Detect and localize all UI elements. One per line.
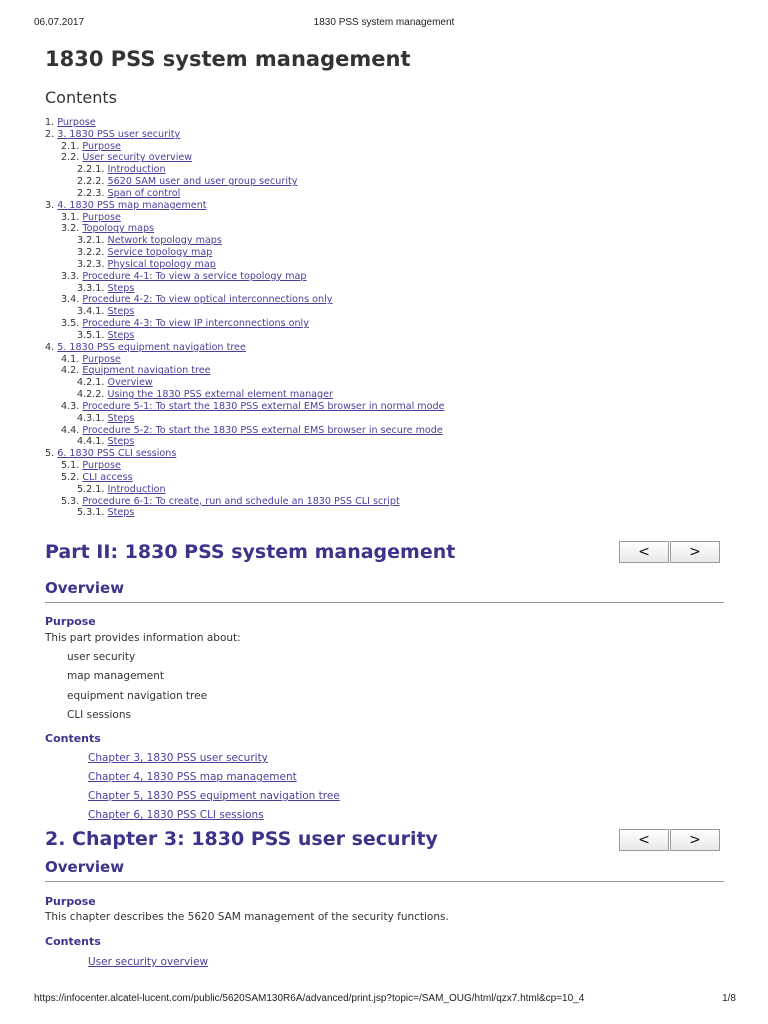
toc-item — [45, 448, 735, 460]
toc-link[interactable]: Steps — [107, 507, 135, 519]
toc-item — [45, 200, 735, 212]
toc-item — [45, 484, 735, 496]
part-title: Part II: 1830 PSS system management — [45, 541, 456, 563]
toc-number: 3.2.3. — [77, 258, 105, 270]
next-button[interactable] — [670, 829, 720, 851]
toc-number: 2.2.3. — [77, 187, 105, 199]
toc-link[interactable]: Overview — [107, 377, 153, 389]
toc-item — [45, 330, 735, 342]
print-url: https://infocenter.alcatel-lucent.com/public/5620SAM130R6A/advanced/print.jsp?topic=/SAM_OUG/html/qzx7.html&cp=10_4 — [34, 993, 585, 1004]
page-number: 1/8 — [722, 993, 736, 1004]
toc-link[interactable]: Procedure 5-1: To start the 1830 PSS external EMS browser in normal mode — [82, 400, 445, 412]
part-overview-heading: Overview — [45, 579, 724, 603]
toc-number: 2.2.1. — [77, 164, 105, 176]
toc-item — [45, 377, 735, 389]
toc-item — [45, 176, 735, 188]
toc-item — [45, 401, 735, 413]
toc-number: 5. — [45, 448, 55, 460]
toc-item — [45, 436, 735, 448]
toc-link[interactable]: 3. 1830 PSS user security — [57, 128, 181, 140]
toc-number: 3.4.1. — [77, 306, 105, 318]
toc-link[interactable]: Using the 1830 PSS external element manager — [107, 389, 333, 401]
toc-link[interactable]: Steps — [107, 329, 135, 341]
toc-link[interactable]: Network topology maps — [107, 235, 222, 247]
chapter-link[interactable]: Chapter 5, 1830 PSS equipment navigation tree — [88, 790, 340, 802]
toc-link[interactable]: Procedure 4-2: To view optical interconnections only — [82, 294, 333, 306]
toc-link[interactable]: Introduction — [107, 164, 166, 176]
toc-item — [45, 354, 735, 366]
toc-link[interactable]: Span of control — [107, 187, 181, 199]
toc-link[interactable]: Purpose — [57, 117, 96, 128]
print-date: 06.07.2017 — [34, 17, 85, 28]
toc-number: 2.2.2. — [77, 176, 105, 188]
toc-item — [45, 247, 735, 259]
toc-number: 4. — [45, 341, 55, 353]
print-title: 1830 PSS system management — [313, 17, 455, 28]
toc-item — [45, 283, 735, 295]
toc-item — [45, 365, 735, 377]
chevron-left-icon: < — [638, 832, 650, 848]
toc-item — [45, 164, 735, 176]
toc-link[interactable]: Purpose — [82, 460, 121, 472]
toc-item — [45, 425, 735, 437]
toc-link[interactable]: 5620 SAM user and user group security — [107, 176, 298, 188]
previous-button[interactable] — [619, 541, 669, 563]
toc-number: 4.2.2. — [77, 389, 105, 401]
chapter-link[interactable]: Chapter 4, 1830 PSS map management — [88, 771, 297, 783]
toc-number: 3.5. — [61, 318, 80, 330]
toc-number: 3.1. — [61, 211, 80, 223]
page-title: 1830 PSS system management — [45, 47, 411, 71]
toc-number: 3.2.2. — [77, 247, 105, 259]
toc-link[interactable]: Steps — [107, 436, 135, 448]
toc-number: 2.2. — [61, 152, 80, 164]
toc-link[interactable]: Physical topology map — [107, 258, 216, 270]
chevron-left-icon: < — [638, 544, 650, 560]
toc-item — [45, 496, 735, 508]
toc-link[interactable]: Topology maps — [82, 223, 155, 235]
toc-number: 5.1. — [61, 460, 80, 472]
toc-link[interactable]: Purpose — [82, 211, 121, 223]
toc-item — [45, 306, 735, 318]
toc-item — [45, 342, 735, 354]
list-item: CLI sessions — [67, 709, 131, 721]
toc-link[interactable]: Procedure 4-1: To view a service topology map — [82, 270, 307, 282]
chevron-right-icon: > — [689, 544, 701, 560]
chapter-nav-buttons — [619, 829, 720, 851]
toc-number: 3.4. — [61, 294, 80, 306]
toc-link[interactable]: 5. 1830 PSS equipment navigation tree — [57, 341, 246, 353]
toc-number: 5.2.1. — [77, 483, 105, 495]
toc-number: 4.1. — [61, 353, 80, 365]
chapter-title: 2. Chapter 3: 1830 PSS user security — [45, 828, 438, 850]
print-header — [0, 17, 768, 31]
toc-number: 3.2.1. — [77, 235, 105, 247]
toc-item — [45, 271, 735, 283]
toc-link[interactable]: Purpose — [82, 353, 121, 365]
toc-item — [45, 129, 735, 141]
toc-link[interactable]: User security overview — [82, 152, 193, 164]
toc-link[interactable]: Procedure 5-2: To start the 1830 PSS external EMS browser in secure mode — [82, 424, 443, 436]
toc-item — [45, 223, 735, 235]
toc-number: 3.3. — [61, 270, 80, 282]
toc-item — [45, 389, 735, 401]
contents-heading: Contents — [45, 88, 117, 107]
toc-number: 4.3. — [61, 400, 80, 412]
print-footer — [0, 993, 768, 1007]
toc-item — [45, 318, 735, 330]
list-item: equipment navigation tree — [67, 690, 208, 702]
toc-number: 2. — [45, 128, 55, 140]
toc-number: 4.2.1. — [77, 377, 105, 389]
part-nav-buttons — [619, 541, 720, 563]
list-item: user security — [67, 651, 136, 663]
toc-number: 5.2. — [61, 471, 80, 483]
toc-number: 3.2. — [61, 223, 80, 235]
toc-item — [45, 294, 735, 306]
toc-link[interactable]: 4. 1830 PSS map management — [57, 199, 207, 211]
toc-item — [45, 472, 735, 484]
toc-number: 2.1. — [61, 140, 80, 152]
toc-link[interactable]: Purpose — [82, 140, 121, 152]
chevron-right-icon: > — [689, 832, 701, 848]
previous-button[interactable] — [619, 829, 669, 851]
toc-item — [45, 235, 735, 247]
toc-number: 5.3. — [61, 495, 80, 507]
section-link[interactable]: User security overview — [88, 956, 209, 968]
list-item: map management — [67, 670, 165, 682]
chapter-link[interactable]: Chapter 3, 1830 PSS user security — [88, 752, 268, 764]
chapter-overview-heading: Overview — [45, 858, 724, 882]
toc-number: 4.3.1. — [77, 412, 105, 424]
part-purpose-heading: Purpose — [45, 615, 96, 628]
toc-link[interactable]: 6. 1830 PSS CLI sessions — [57, 448, 177, 460]
toc-number: 4.2. — [61, 365, 80, 377]
chapter-contents-heading: Contents — [45, 935, 101, 948]
toc-link[interactable]: Steps — [107, 412, 135, 424]
toc-item — [45, 212, 735, 224]
toc-link[interactable]: Service topology map — [107, 247, 213, 259]
part-contents-heading: Contents — [45, 732, 101, 745]
toc-number: 5.3.1. — [77, 507, 105, 519]
toc-link[interactable]: CLI access — [82, 471, 133, 483]
toc-item — [45, 413, 735, 425]
toc-link[interactable]: Equipment navigation tree — [82, 365, 211, 377]
toc-number: 3.5.1. — [77, 329, 105, 341]
toc-number: 3. — [45, 199, 55, 211]
toc-number: 4.4.1. — [77, 436, 105, 448]
toc-number: 3.3.1. — [77, 282, 105, 294]
chapter-purpose-text: This chapter describes the 5620 SAM management of the security functions. — [45, 911, 449, 923]
chapter-purpose-heading: Purpose — [45, 895, 96, 908]
table-of-contents — [45, 117, 735, 519]
toc-item — [45, 259, 735, 271]
toc-link[interactable]: Procedure 4-3: To view IP interconnections only — [82, 318, 309, 330]
toc-item — [45, 152, 735, 164]
toc-item — [45, 117, 735, 129]
toc-link[interactable]: Introduction — [107, 483, 166, 495]
chapter-link[interactable]: Chapter 6, 1830 PSS CLI sessions — [88, 809, 264, 821]
toc-link[interactable]: Steps — [107, 282, 135, 294]
toc-item — [45, 141, 735, 153]
toc-number: 4.4. — [61, 424, 80, 436]
toc-item — [45, 507, 735, 519]
part-purpose-text: This part provides information about: — [45, 632, 241, 644]
next-button[interactable] — [670, 541, 720, 563]
toc-link[interactable]: Steps — [107, 306, 135, 318]
toc-item — [45, 188, 735, 200]
toc-item — [45, 460, 735, 472]
toc-link[interactable]: Procedure 6-1: To create, run and schedule an 1830 PSS CLI script — [82, 495, 400, 507]
toc-number: 1. — [45, 117, 55, 128]
